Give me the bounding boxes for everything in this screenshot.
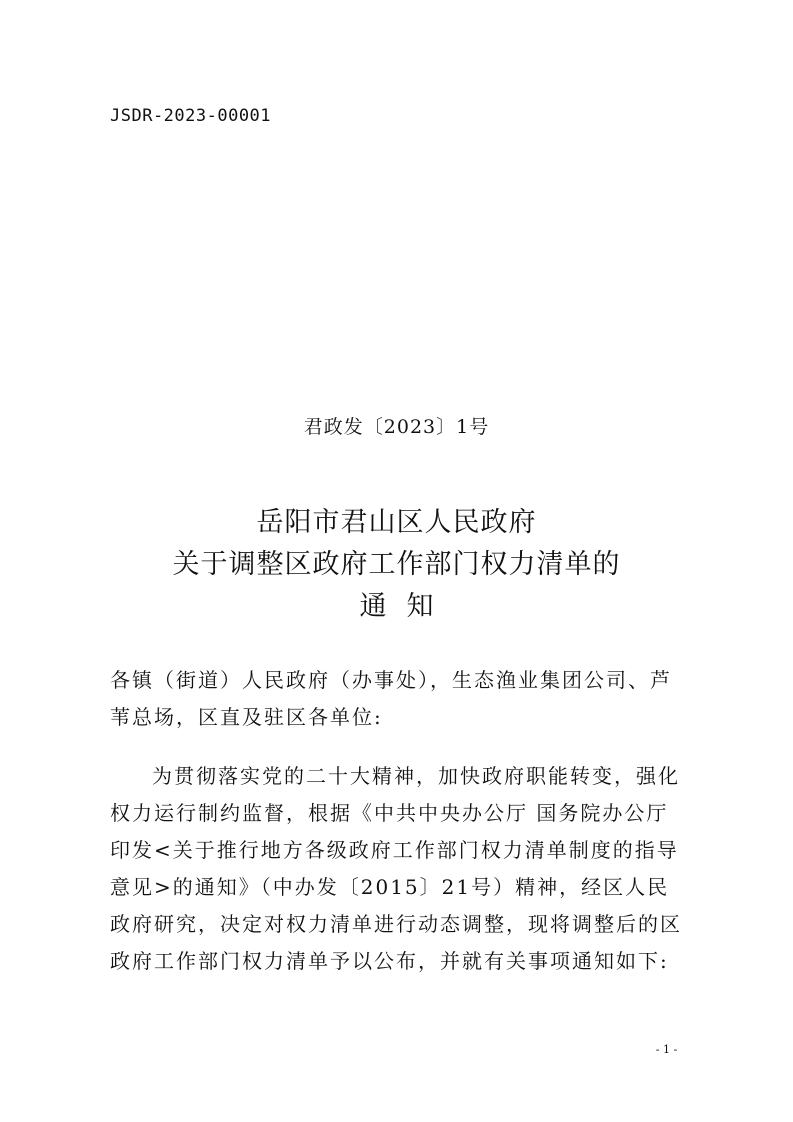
body-paragraph: 为贯彻落实党的二十大精神，加快政府职能转变，强化权力运行制约监督，根据《中共中央办公厅 国务院办公厅印发<关于推行地方各级政府工作部门权力清单制度的指导意见>的通知》（中办发〔2015〕21号）精神，经区人民政府研究，决定对权力清单进行动态调整，现将调整后的区政府工作部门权力清单予以公布，并就有关事项通知如下: — [110, 764, 682, 973]
title-line-issuer: 岳阳市君山区人民政府 — [256, 507, 537, 538]
document-code: JSDR-2023-00001 — [110, 106, 272, 126]
document-title — [0, 502, 793, 628]
addressee: 各镇（街道）人民政府（办事处），生态渔业集团公司、芦苇总场，区直及驻区各单位: — [110, 668, 672, 729]
title-line-notice: 通知 — [359, 591, 454, 622]
document-number: 君政发〔2023〕1号 — [303, 416, 490, 438]
page-number: - 1 - — [655, 1043, 678, 1056]
title-line-subject: 关于调整区政府工作部门权力清单的 — [172, 549, 621, 580]
